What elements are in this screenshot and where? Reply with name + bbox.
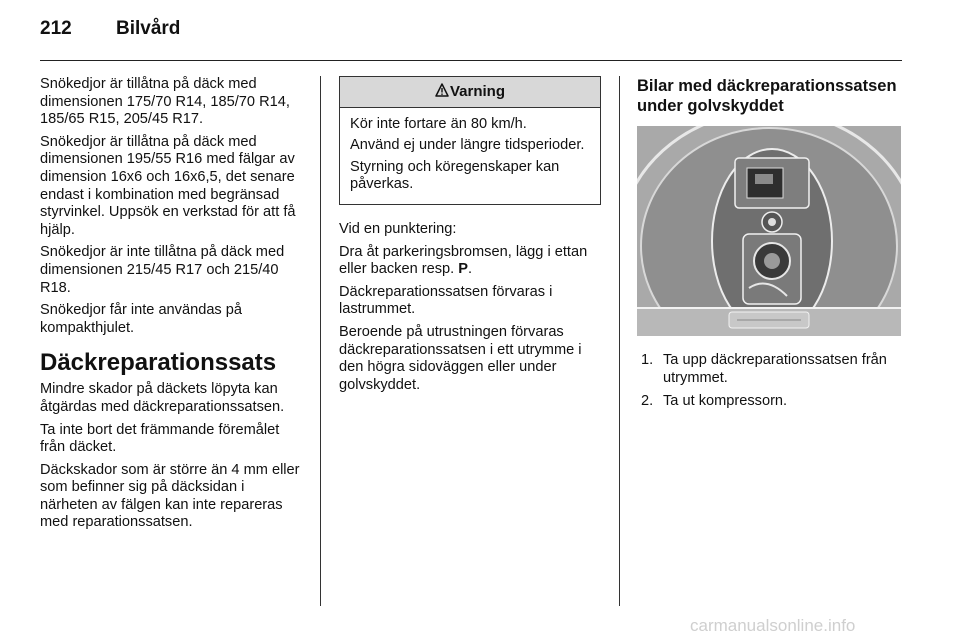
paragraph: Snökedjor är tillåtna på däck med dimensionen 175/70 R14, 185/70 R14, 185/65 R15, 205/45 R17. — [40, 76, 290, 128]
paragraph — [339, 244, 601, 279]
paragraph-text: Dra åt parkeringsbromsen, lägg i ettan eller backen resp. — [339, 243, 588, 278]
gear-symbol-p: P — [458, 261, 468, 278]
page-header — [40, 18, 180, 40]
paragraph: Snökedjor är inte tillåtna på däck med dimensionen 215/45 R17 och 215/40 R18. — [40, 244, 285, 296]
step-number: 2. — [641, 393, 654, 410]
subsection-heading: Bilar med däckreparationssatsen under golvskyddet — [637, 77, 897, 115]
list-item — [637, 352, 901, 387]
trunk-illustration — [637, 126, 901, 336]
column-divider-2 — [619, 76, 620, 606]
warning-title: Varning — [449, 83, 505, 100]
column-middle — [339, 76, 601, 399]
paragraph: Beroende på utrustningen förvaras däckreparationssatsen i ett utrymme i den högra sidoväggen eller under golvskyddet. — [339, 323, 582, 393]
paragraph: Ta inte bort det främmande föremålet från däcket. — [40, 421, 280, 456]
step-text: Ta upp däckreparationssatsen från utrymmet. — [663, 352, 887, 386]
step-number: 1. — [641, 352, 654, 368]
paragraph: Mindre skador på däckets löpyta kan åtgärdas med däckreparationssatsen. — [40, 381, 285, 415]
section-heading: Däckreparationssats — [40, 349, 277, 377]
warning-box — [339, 76, 601, 205]
paragraph: Däckreparationssatsen förvaras i lastrummet. — [339, 283, 553, 318]
warning-line: Styrning och köregenskaper kan påverkas. — [350, 158, 560, 193]
paragraph: Vid en punktering: — [339, 220, 457, 237]
column-right — [637, 76, 901, 417]
punctuation: . — [468, 261, 473, 278]
instruction-list — [637, 352, 901, 411]
repair-kit-drawing — [637, 126, 901, 336]
paragraph: Snökedjor är tillåtna på däck med dimensionen 195/55 R16 med fälgar av dimension 16x6 och 16x6,5, det senare endast i kombination med begränsad styrvinkel. Uppsök en verkstad för att få hjälp. — [40, 133, 296, 238]
watermark: carmanualsonline.info — [690, 616, 856, 635]
step-text: Ta ut kompressorn. — [663, 393, 788, 410]
list-item — [637, 393, 901, 411]
warning-header — [340, 77, 600, 108]
paragraph: Däckskador som är större än 4 mm eller som befinner sig på däcksidan i närheten av fälgen kan inte repareras med reparationssatsen. — [40, 461, 300, 531]
warning-line: Använd ej under längre tidsperioder. — [350, 137, 585, 154]
page-number: 212 — [40, 18, 72, 39]
section-title: Bilvård — [116, 18, 181, 39]
paragraph: Snökedjor får inte användas på kompakthjulet. — [40, 302, 243, 336]
warning-line: Kör inte fortare än 80 km/h. — [350, 115, 527, 132]
column-divider-1 — [320, 76, 321, 606]
warning-triangle-icon — [435, 83, 449, 97]
warning-body — [340, 108, 600, 204]
column-left — [40, 76, 304, 537]
header-rule — [40, 60, 902, 61]
